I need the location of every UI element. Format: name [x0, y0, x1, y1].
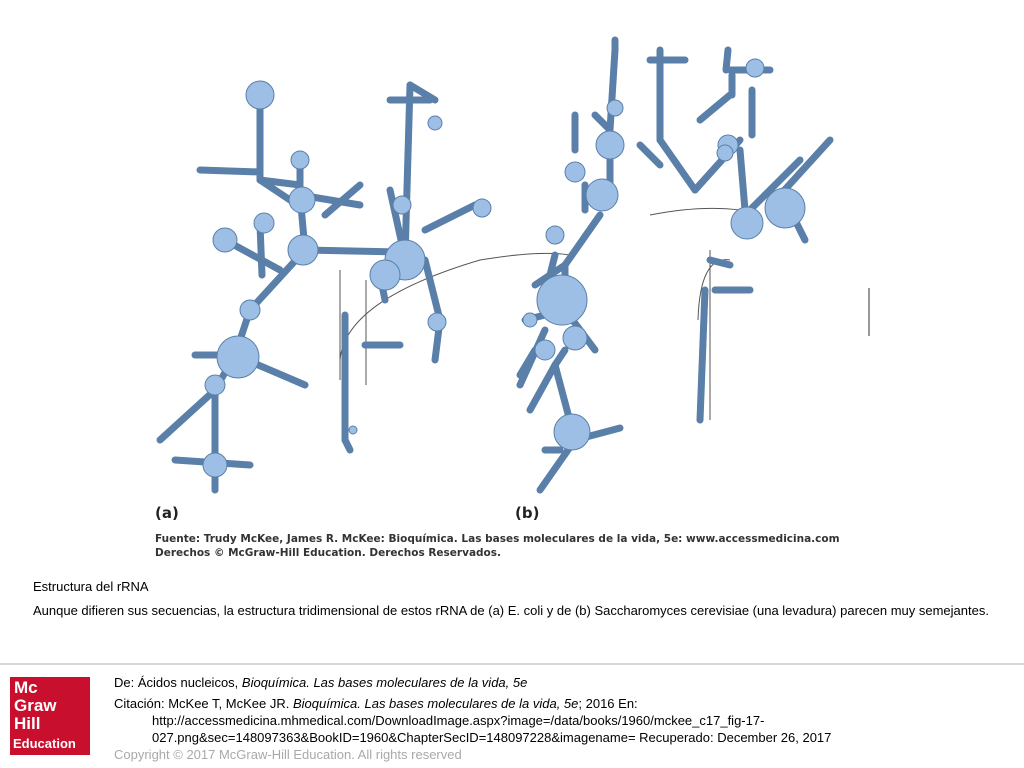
logo-line-3: Hill [14, 714, 41, 733]
panel-b-label: (b) [515, 504, 540, 522]
logo-line-1: Mc [14, 678, 38, 697]
rrna-panel-a [155, 81, 570, 522]
footer-divider [0, 663, 1024, 665]
de-book: Bioquímica. Las bases moleculares de la vida, 5e [241, 675, 528, 690]
caption-body: Aunque difieren sus secuencias, la estructura tridimensional de estos rRNA de (a) E. coli y de (b) Saccharomyces cerevisiae (una levadura) parecen muy semejantes. [33, 603, 989, 618]
logo-line-2: Graw [14, 696, 57, 715]
citation-url-line-2: 027.png&sec=148097363&BookID=1960&ChapterSecID=148097228&imagename= Recuperado: December 26, 2017 [152, 730, 832, 745]
citation-url-line-1: http://accessmedicina.mhmedical.com/DownloadImage.aspx?image=/data/books/1960/mckee_c17_fig-17- [152, 713, 765, 728]
rrna-structure-figure [140, 20, 880, 565]
citation-prefix: Citación: [114, 696, 169, 711]
figure-source-line-1: Fuente: Trudy McKee, James R. McKee: Bioquímica. Las bases moleculares de la vida, 5e: www.accessmedicina.com [155, 533, 840, 545]
citation-authors: McKee T, McKee JR. [168, 696, 293, 711]
citation-footer [114, 674, 1014, 763]
mcgraw-hill-logo [10, 677, 90, 755]
de-prefix: De: [114, 675, 138, 690]
copyright-notice: Copyright © 2017 McGraw-Hill Education. All rights reserved [114, 747, 462, 762]
rrna-panel-b [515, 40, 870, 522]
de-chapter: Ácidos nucleicos, [137, 675, 242, 690]
citation-book: Bioquímica. Las bases moleculares de la vida, 5e [292, 696, 579, 711]
citation-suffix: ; 2016 En: [578, 696, 638, 711]
citation [114, 695, 1014, 712]
figure-source-line-2: Derechos © McGraw-Hill Education. Derechos Reservados. [155, 547, 501, 559]
source-reference [114, 674, 1014, 691]
caption-title: Estructura del rRNA [33, 579, 149, 594]
logo-line-4: Education [13, 736, 76, 751]
panel-a-label: (a) [155, 504, 179, 522]
